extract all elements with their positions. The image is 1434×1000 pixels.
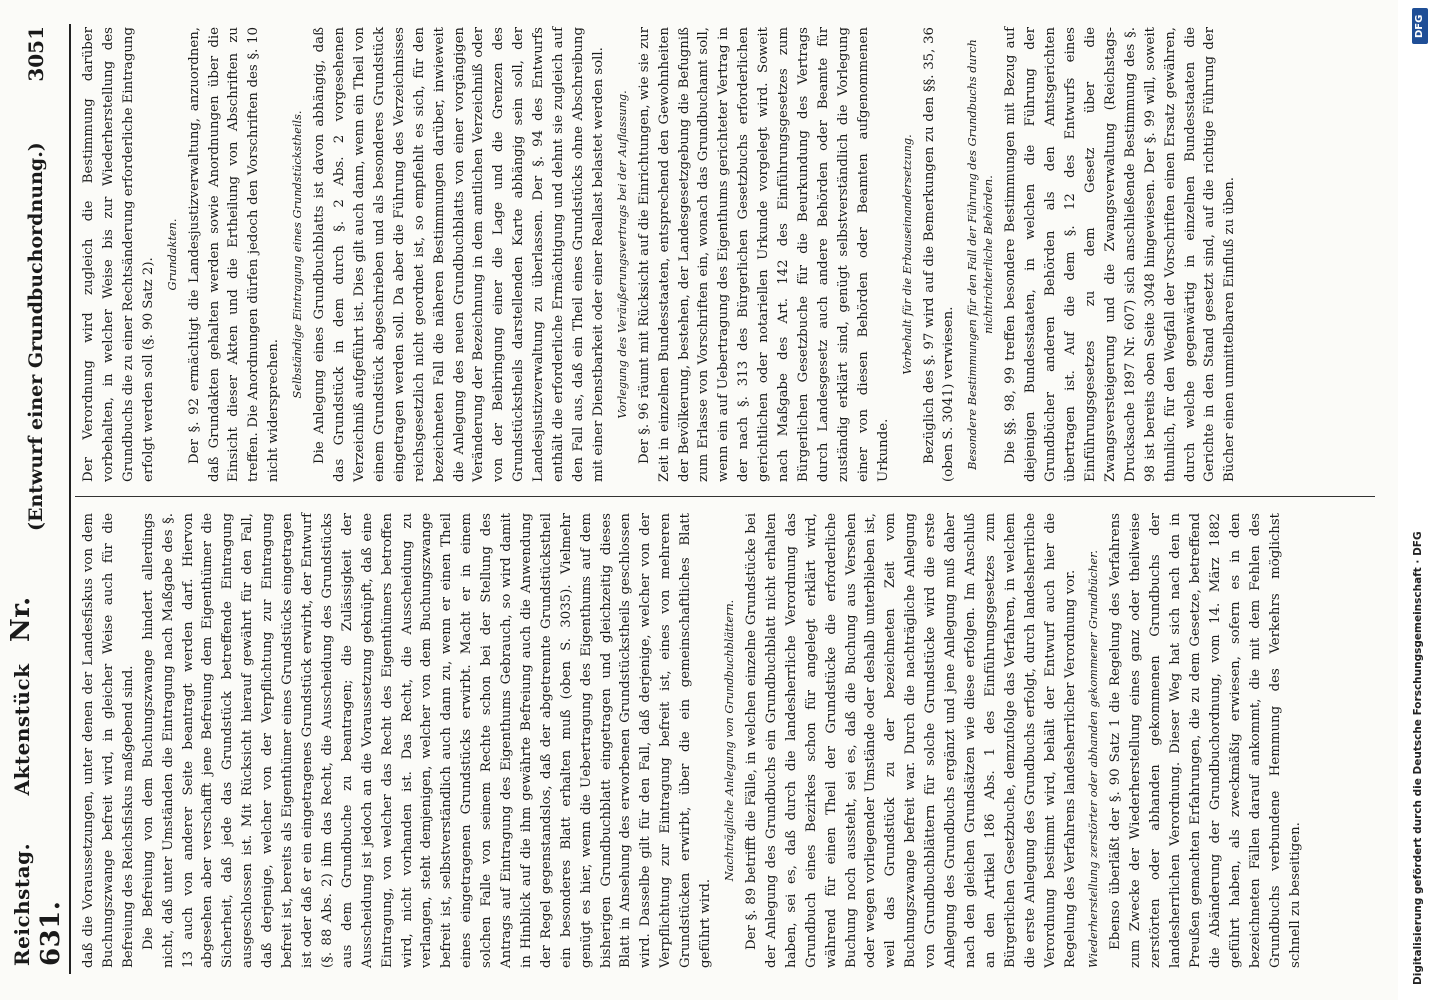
header-left <box>6 541 66 980</box>
header-number: Nr. 631. <box>6 596 66 966</box>
column-divider <box>75 496 1375 497</box>
right-column <box>79 27 1240 482</box>
left-column <box>79 513 1305 968</box>
page-header <box>5 20 67 980</box>
header-title: (Entwurf einer Grundbuchordnung.) <box>25 142 47 531</box>
right-paragraph-4: Der §. 96 räumt mit Rücksicht auf die Einrichtungen, wie sie zur Zeit in einzelnen Bundesstaaten, entsprechend den Gewohnheiten der Bevölkerung, bestehen, der Landesgesetzgebung die Befugniß zum Erlasse von Vorschriften ein, wonach das Grundbuchamt soll, wenn ein auf Uebertragung des Eigenthums gerichteter Vertrag in der nach §. 313 des Bürgerlichen Gesetzbuchs erforderlichen gerichtlichen oder notariellen Urkunde vorgelegt wird. Soweit nach Maßgabe des Art. 142 des Einführungsgesetzes zum Bürgerlichen Gesetzbuche für die Beurkundung des Vertrags durch Landesgesetz auch andere Behörden oder Beamte für zuständig erklärt sind, genügt selbstverständlich die Vorlegung einer von diesen Behörden oder Beamten aufgenommenen Urkunde. <box>636 27 891 482</box>
header-rule <box>69 24 71 974</box>
dfg-logo-text: DFG <box>1414 14 1425 38</box>
right-paragraph-6: Die §§. 98, 99 treffen besondere Bestimmungen mit Bezug auf diejenigen Bundesstaaten, in welchen die Führung der Grundbücher anderen Behörden als den Amtsgerichten übertragen ist. Auf die dem §. 12 des Entwurfs eines Einführungsgesetzes zu dem Gesetz über die Zwangsversteigerung und die Zwangsverwaltung (Reichstags-Drucksache 1897 Nr. 607) sich anschließende Bestimmung des §. 98 ist bereits oben Seite 3048 hingewiesen. Der §. 99 will, soweit thunlich, für den Wegfall der Vorschriften einen Ersatz gewähren, durch welche gegenwärtig in einzelnen Bundesstaaten die Gerichte in den Stand gesetzt sind, auf die richtige Führung der Bücher einen unmittelbaren Einfluß zu üben. <box>1003 27 1238 482</box>
left-subheading-2: Wiederherstellung zerstörter oder abhanden gekommener Grundbücher. <box>1087 550 1101 968</box>
right-paragraph-3: Die Anlegung eines Grundbuchblatts ist davon abhängig, daß das Grundstück in dem durch §. 2 Abs. 2 vorgesehenen Verzeichniß aufgeführt ist. Dies gilt auch dann, wenn ein Theil von einem Grundstück abgeschrieben und als besonderes Grundstück eingetragen werden soll. Da aber die Führung des Verzeichnisses reichsgesetzlich nicht geordnet ist, so empfiehlt es sich, für den bezeichneten Fall die näheren Bestimmungen darüber, inwieweit die Anlegung des neuen Grundbuchblatts von einer vorgängigen Veränderung der Bezeichnung in dem amtlichen Verzeichniß oder von der Beibringung einer die Lage und die Grenzen des Grundstückstheils darstellenden Karte abhängig sein soll, der Landesjustizverwaltung zu überlassen. Der §. 94 des Entwurfs enthält die erforderliche Ermächtigung und dehnt sie zugleich auf den Fall aus, daß ein Theil eines Grundstücks ohne Abschreibung mit einer Dienstbarkeit oder einer Reallast belastet werden soll. <box>312 27 606 482</box>
dfg-logo <box>1412 8 1428 44</box>
rotated-page-content <box>5 20 1383 980</box>
right-paragraph-1: Der Verordnung wird zugleich die Bestimmung darüber vorbehalten, in welcher Weise bis zur Wiederherstellung des Grundbuchs die zu einer Rechtsänderung erforderliche Eintragung erfolgt werden soll (§. 90 Satz 2). <box>81 27 156 482</box>
right-subheading-5: Besondere Bestimmungen für den Fall der Führung des Grundbuchs durch nichtrichterliche Behörden. <box>966 39 996 470</box>
header-aktenstueck: Aktenstück <box>10 663 34 796</box>
right-paragraph-5: Bezüglich des §. 97 wird auf die Bemerkungen zu den §§. 35, 36 (oben S. 3041) verwiesen. <box>921 27 957 482</box>
right-subheading-2: Selbständige Eintragung eines Grundstückstheils. <box>291 110 305 399</box>
header-reichstag: Reichstag. <box>10 842 34 966</box>
right-subheading-4: Vorbehalt für die Erbauseinandersetzung. <box>900 134 914 375</box>
right-paragraph-2: Der §. 92 ermächtigt die Landesjustizverwaltung, anzuordnen, daß Grundakten gehalten werden sowie Anordnungen über die Einsicht dieser Akten und die Ertheilung von Abschriften zu treffen. Die Anordnungen dürfen jedoch den Vorschriften des §. 10 nicht widersprechen. <box>186 27 282 482</box>
left-subheading-1: Nachträgliche Anlegung von Grundbuchblättern. <box>723 599 736 882</box>
left-paragraph-1: daß die Voraussetzungen, unter denen der Landesfiskus von dem Buchungszwange befreit wird, in gleicher Weise auch für die Befreiung des Reichsfiskus maßgebend sind. <box>81 513 136 968</box>
left-paragraph-4: Ebenso überläßt der §. 90 Satz 1 die Regelung des Verfahrens zum Zwecke der Wiederherstellung eines ganz oder theilweise zerstörten oder abhanden gekommenen Grundbuchs der landesherrlichen Verordnung. Dieser Weg hat sich nach den in Preußen gemachten Erfahrungen, die zu dem Gesetze, betreffend die Abänderung der Grundbuchordnung, vom 14. März 1882 geführt haben, als zweckmäßig erwiesen, sofern es in den bezeichneten Fällen darauf ankommt, die mit dem Fehlen des Grundbuchs verbundene Hemmung des Verkehrs möglichst schnell zu beseitigen. <box>1108 513 1303 968</box>
right-subheading-3: Vorlegung des Veräußerungsvertrags bei der Auflassung. <box>615 90 629 419</box>
dfg-credit-text: Digitalisierung gefördert durch die Deutsche Forschungsgemeinschaft · DFG <box>1412 531 1424 985</box>
left-paragraph-2: Die Befreiung von dem Buchungszwange hindert allerdings nicht, daß unter Umständen die Eintragung nach Maßgabe des §. 13 auch von anderer Seite beantragt werden darf. Hiervon abgesehen aber verschafft jene Befreiung dem Eigenthümer die Sicherheit, daß jede das Grundstück betreffende Eintragung ausgeschlossen ist. Mit Rücksicht hierauf gewährt für den Fall, daß derjenige, welcher von der Verpflichtung zur Eintragung befreit ist, bereits als Eigenthümer eines Grundstücks eingetragen ist oder daß er ein eingetragenes Grundstück erwirbt, der Entwurf (§. 88 Abs. 2) ihm das Recht, die Ausscheidung des Grundstücks aus dem Grundbuche zu beantragen; die Zulässigkeit der Ausscheidung ist jedoch an die Voraussetzung geknüpft, daß eine Eintragung, von welcher das Recht des Eigenthümers betroffen wird, nicht vorhanden ist. Das Recht, die Ausscheidung zu verlangen, steht demjenigen, welcher von dem Buchungszwange befreit ist, selbstverständlich auch dann zu, wenn er einen Theil eines eingetragenen Grundstücks erwirbt. Macht er in einem solchen Falle von seinem Rechte schon bei der Stellung des Antrags auf Eintragung des Eigenthums Gebrauch, so wird damit in Hinblick auf die ihm gewährte Befreiung auch die Anwendung der Regel gegenstandslos, daß der abgetrennte Grundstückstheil ein besonderes Blatt erhalten muß (oben S. 3035). Vielmehr genügt es hier, wenn die Uebertragung des Eigenthums auf dem bisherigen Grundbuchblatt eingetragen und gleichzeitig dieses Blatt in Ansehung des erworbenen Grundstückstheils geschlossen wird. Dasselbe gilt für den Fall, daß derjenige, welcher von der Verpflichtung zur Eintragung befreit ist, eines von mehreren Grundstücken erwirbt, über die ein gemeinschaftliches Blatt geführt wird. <box>140 513 714 968</box>
right-subheading-1: Grundakten. <box>165 218 179 291</box>
page-number: 3051 <box>24 26 48 82</box>
left-paragraph-3: Der §. 89 betrifft die Fälle, in welchen einzelne Grundstücke bei der Anlegung des Grundbuchs ein Grundbuchblatt nicht erhalten haben, sei es, daß durch die landesherrliche Verordnung das Grundbuch eines Bezirkes schon für angelegt erklärt wird, während für einen Theil der Grundstücke die erforderliche Buchung noch aussteht, sei es, daß die Buchung aus Versehen oder wegen vorliegender Umstände oder deshalb unterblieben ist, weil das Grundstück zu der bezeichneten Zeit vom Buchungszwange befreit war. Durch die nachträgliche Anlegung von Grundbuchblättern für solche Grundstücke wird die erste Anlegung des Grundbuchs ergänzt und jene Anlegung muß daher nach den gleichen Grundsätzen wie diese erfolgen. Im Anschluß an den Artikel 186 Abs. 1 des Einführungsgesetzes zum Bürgerlichen Gesetzbuche, demzufolge das Verfahren, in welchem die erste Anlegung des Grundbuchs erfolgt, durch landesherrliche Verordnung bestimmt wird, behält der Entwurf auch hier die Regelung des Verfahrens landesherrlicher Verordnung vor. <box>744 513 1078 968</box>
